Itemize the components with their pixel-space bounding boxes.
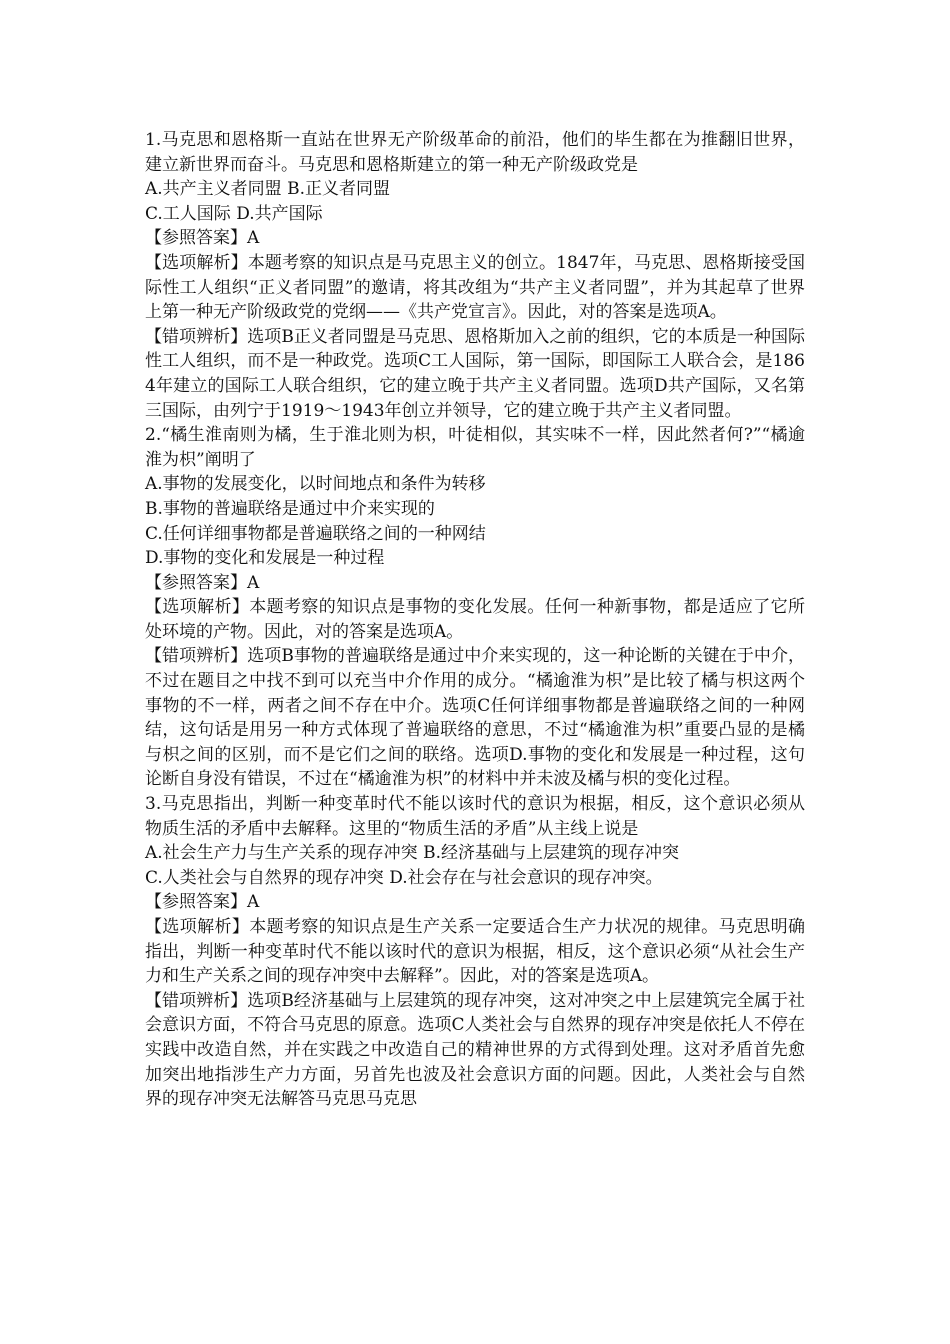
q2-option-b: B.事物的普遍联络是通过中介来实现的: [145, 498, 435, 519]
q1-answer: 【参照答案】A: [145, 228, 260, 249]
q2-analysis: 【选项解析】本题考察的知识点是事物的变化发展。任何一种新事物，都是适应了它所处环境的产物。因此，对的答案是选项A。: [145, 597, 805, 642]
q3-analysis: 【选项解析】本题考察的知识点是生产关系一定要适合生产力状况的规律。马克思明确指出，判断一种变革时代不能以该时代的意识为根据，相反，这个意识必须“从社会生产力和生产关系之间的现存冲突中去解释”。因此，对的答案是选项A。: [145, 917, 805, 987]
document-page: [145, 128, 805, 1112]
q2-option-a: A.事物的发展变化，以时间地点和条件为转移: [145, 474, 486, 495]
q1-options-ab: A.共产主义者同盟 B.正义者同盟: [145, 179, 390, 200]
q3-options-cd: C.人类社会与自然界的现存冲突 D.社会存在与社会意识的现存冲突。: [145, 867, 663, 888]
q2-stem: 2.“橘生淮南则为橘，生于淮北则为枳，叶徒相似，其实味不一样，因此然者何?”“橘逾淮为枳”阐明了: [145, 425, 805, 470]
q2-answer: 【参照答案】A: [145, 572, 260, 593]
q3-options-ab: A.社会生产力与生产关系的现存冲突 B.经济基础与上层建筑的现存冲突: [145, 843, 679, 864]
q2-option-c: C.任何详细事物都是普遍联络之间的一种网结: [145, 523, 486, 544]
q2-option-d: D.事物的变化和发展是一种过程: [145, 548, 385, 569]
q3-stem: 3.马克思指出，判断一种变革时代不能以该时代的意识为根据，相反，这个意识必须从物质生活的矛盾中去解释。这里的“物质生活的矛盾”从主线上说是: [145, 794, 805, 839]
q2-distractor-analysis: 【错项辨析】选项B事物的普遍联络是通过中介来实现的，这一种论断的关键在于中介，不过在题目之中找不到可以充当中介作用的成分。“橘逾淮为枳”是比较了橘与枳这两个事物的不一样，两者之间不存在中介。选项C任何详细事物都是普遍联络之间的一种网结，这句话是用另一种方式体现了普遍联络的意思，不过“橘逾淮为枳”重要凸显的是橘与枳之间的区别，而不是它们之间的联络。选项D.事物的变化和发展是一种过程，这句论断自身没有错误，不过在“橘逾淮为枳”的材料中并未波及橘与枳的变化过程。: [145, 646, 805, 790]
q3-answer: 【参照答案】A: [145, 892, 260, 913]
q1-stem: 1.马克思和恩格斯一直站在世界无产阶级革命的前沿，他们的毕生都在为推翻旧世界，建立新世界而奋斗。马克思和恩格斯建立的第一种无产阶级政党是: [145, 130, 805, 175]
q1-distractor-analysis: 【错项辨析】选项B正义者同盟是马克思、恩格斯加入之前的组织，它的本质是一种国际性工人组织，而不是一种政党。选项C工人国际，第一国际，即国际工人联合会，是1864年建立的国际工人联合组织，它的建立晚于共产主义者同盟。选项D共产国际，又名第三国际，由列宁于1919～1943年创立并领导，它的建立晚于共产主义者同盟。: [145, 326, 805, 421]
q3-distractor-analysis: 【错项辨析】选项B经济基础与上层建筑的现存冲突，这对冲突之中上层建筑完全属于社会意识方面，不符合马克思的原意。选项C人类社会与自然界的现存冲突是依托人不停在实践中改造自然，并在实践之中改造自己的精神世界的方式得到处理。这对矛盾首先愈加突出地指涉生产力方面，另首先也波及社会意识方面的问题。因此，人类社会与自然界的现存冲突无法解答马克思马克思: [145, 990, 805, 1110]
q1-options-cd: C.工人国际 D.共产国际: [145, 203, 323, 224]
q1-analysis: 【选项解析】本题考察的知识点是马克思主义的创立。1847年，马克思、恩格斯接受国际性工人组织“正义者同盟”的邀请，将其改组为“共产主义者同盟”，并为其起草了世界上第一种无产阶级政党的党纲——《共产党宣言》。因此，对的答案是选项A。: [145, 252, 805, 323]
